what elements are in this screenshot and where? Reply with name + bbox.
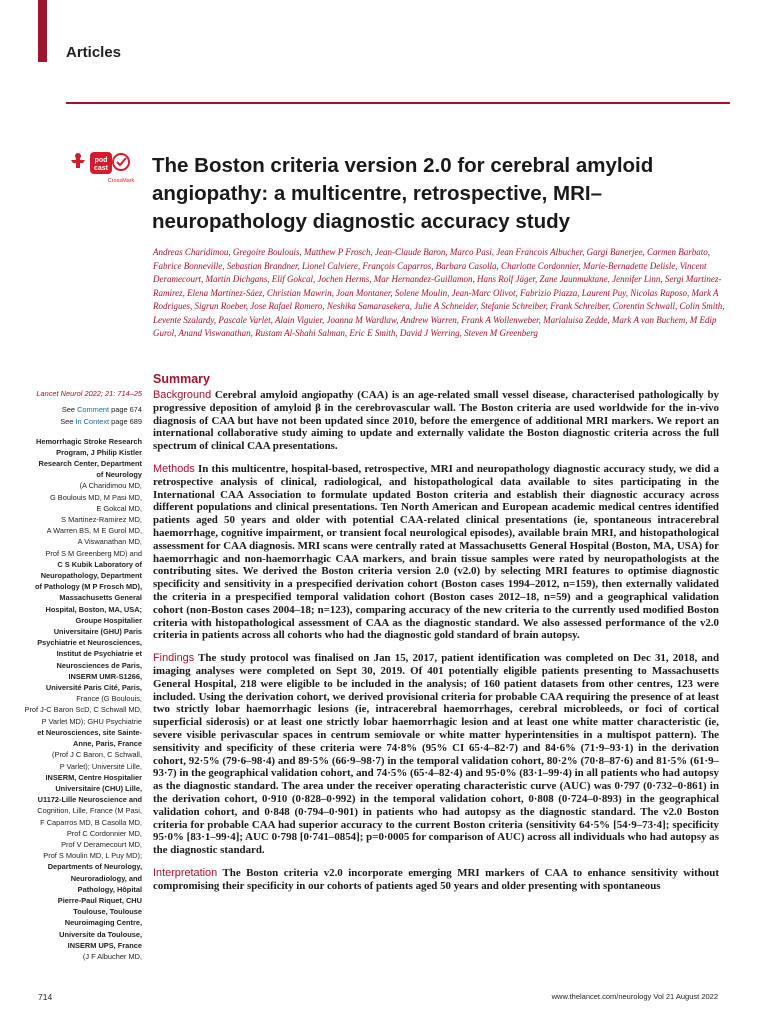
affiliation-line: Hospital, Boston, MA, USA; (45, 604, 142, 614)
affiliation-line: Universitaire (CHU) Lille, (55, 783, 142, 793)
journal-footer: www.thelancet.com/neurology Vol 21 August 2022 (551, 992, 718, 1001)
affiliation-line: INSERM UMR-S1266, (68, 671, 142, 681)
interpretation-paragraph (153, 867, 719, 893)
affiliation-line: Prof S M Greenberg MD) and (45, 548, 142, 558)
in-context-link[interactable]: In Context (75, 417, 110, 427)
findings-paragraph (153, 652, 719, 857)
affiliation-line: P Varlet MD); GHU Psychiatrie (41, 716, 142, 726)
author-list[interactable]: Andreas Charidimou, Gregoire Boulouis, Matthew P Frosch, Jean-Claude Baron, Marco Pasi, Jean Francois Albucher, Gargi Banerjee, Carmen Barbato, Fabrice Bonneville, Sebastian Brandner, Lionel Calviere, François Caparros, Barbara Casolla, Charlotte Cordonnier, Marie-Bernadette Delisle, Vincent Deramecourt, Martin Dichgans, Elif Gokcal, Jochen Herms, Mar Hernandez-Guillamon, Hans Rolf Jäger, Zane Jaunmuktane, Jennifer Linn, Sergi Martinez-Ramirez, Elena Martínez-Sáez, Christian Mawrin, Joan Montaner, Solene Moulin, Jean-Marc Olivot, Fabrizio Piazza, Laurent Puy, Nicolas Raposo, Mark A Rodrigues, Sigrun Roeber, Jose Rafael Romero, Neshika Samarasekera, Julie A Schneider, Stefanie Schreiber, Frank Schreiber, Corentin Schwall, Colin Smith, Levente Szalardy, Pascale Varlet, Alain Viguier, Joanna M Wardlaw, Andrew Warren, Frank A Wollenweber, Marialuisa Zedde, Mark A van Buchem, M Edip Gurol, Anand Viswanathan, Rustam Al-Shahi Salman, Eric E Smith, David J Werring, Steven M Greenberg (153, 247, 725, 338)
section-label: Articles (66, 44, 122, 61)
affiliation-line: Neuroradiology, and (70, 873, 142, 883)
open-access-icon (71, 153, 85, 168)
affiliation-line: Universitaire (GHU) Paris (53, 627, 142, 637)
affiliation-line: of Pathology (M P Frosch MD), (34, 582, 142, 592)
page-number: 714 (38, 992, 53, 1002)
affiliation-line: Hemorrhagic Stroke Research (36, 436, 142, 446)
affiliation-line: France (G Boulouis, (76, 694, 142, 704)
affiliation-line: A Warren BS, M E Gurol MD, (46, 526, 142, 536)
abstract (153, 389, 719, 902)
affiliation-line: Pierre-Paul Riquet, CHU (57, 895, 142, 905)
affiliation-line: S Martinez-Ramirez MD, (61, 515, 142, 525)
affiliation-line: G Boulouis MD, M Pasi MD, (50, 492, 142, 502)
findings-label: Findings (153, 652, 195, 665)
affiliation-line: Universite da Toulouse, (59, 929, 142, 939)
affiliation-line: C S Kubik Laboratory of (57, 559, 142, 569)
section-color-bar (38, 0, 47, 62)
affiliation-line: P Varlet); Université Lille, (59, 761, 142, 771)
affiliation-line: A Viswanathan MD, (77, 537, 142, 547)
affiliation-line: Massachusetts General (59, 593, 142, 603)
affiliation-line: INSERM UPS, France (67, 940, 142, 950)
summary-heading: Summary (153, 372, 210, 386)
background-paragraph (153, 389, 719, 453)
interpretation-text: The Boston criteria v2.0 incorporate emerging MRI markers of CAA to enhance sensitivity without compromising their specificity in our cohorts of patients aged 50 years and older presenting with spontaneous (153, 866, 719, 892)
affiliation-line: Toulouse, Toulouse (73, 907, 142, 917)
affiliation-line: Program, J Philip Kistler (56, 447, 142, 457)
affiliation-line: Prof V Deramecourt MD, (61, 839, 142, 849)
affiliation-line: et Neurosciences, site Sainte- (37, 727, 142, 737)
affiliation-line: (J F Albucher MD, (82, 951, 142, 961)
header-rule (66, 102, 730, 104)
article-title: The Boston criteria version 2.0 for cerebral amyloid angiopathy: a multicentre, retrospective, MRI–neuropathology diagnostic accuracy study (152, 154, 654, 233)
background-label: Background (153, 389, 212, 401)
methods-label: Methods (153, 462, 195, 475)
findings-text: The study protocol was finalised on Jan 15, 2017, patient identification was completed on Dec 31, 2018, and imaging analyses were completed on Sept 30, 2019. Of 401 potentially eligible patients presenting to Massachusetts General Hospital, 218 were eligible to be included in the analysis; of 160 patient datasets from other centres, 123 were included. Using the derivation cohort, we derived provisional criteria for probable CAA requiring the presence of at least two strictly lobar haemorrhagic lesions (ie, intracerebral haemorrhages, cerebral microbleeds, or foci of cortical superficial siderosis) or at least one strictly lobar haemorrhagic lesion and at least one white matter characteristic (ie, severe visible perivascular spaces in centrum semiovale or white matter hyperintensities in a multispot pattern). The sensitivity and specificity of these criteria were 74·8% (95% CI 65·4–82·7) and 84·6% (71·9–93·1) in the derivation cohort, 92·5% (79·6–98·4) and 89·5% (66·9–98·7) in the temporal validation cohort, 80·2% (70·8–87·6) and 81·5% (61·9–93·7) in the geographical validation cohort, and 74·5% (65·4–82·4) and 95·0% (83·1–99·4) in all patients who had autopsy as the diagnostic standard. The area under the receiver operating characteristic curve (AUC) was 0·797 (0·732–0·861) in the derivation cohort, 0·910 (0·828–0·992) in the temporal validation cohort, 0·808 (0·724–0·893) in the geographical validation cohort, and 0·848 (0·794–0·901) in patients who had autopsy as the diagnostic standard. The v2.0 Boston criteria for probable CAA had superior accuracy to the current Boston criteria (sensitivity 64·5% [54·9–73·4]; specificity 95·0% [83·1–99·4]; AUC 0·798 [0·741–0854]; p=0·0005 for comparison of AUC) across all individuals who had autopsy as the diagnostic standard. (153, 652, 719, 857)
svg-text:pod: pod (94, 157, 108, 164)
affiliation-line: Cognition, Lille, France (M Pasi, (37, 806, 142, 816)
methods-text: In this multicentre, hospital-based, retrospective, MRI and neuropathology diagnostic accuracy study, we did a retrospective analysis of clinical, radiological, and histopathological data available to sites participating in the International CAA Association to formulate updated Boston criteria and establish their diagnostic accuracy across different populations and clinical presentations. Ten North American and European academic medical centres identified patients aged 50 years and older with potential CAA-related clinical presentations (ie, spontaneous intracerebral haemorrhage, cognitive impairment, or transient focal neurological episodes), available brain MRI, and histopathological assessment for CAA diagnosis. MRI scans were centrally rated at Massachusetts General Hospital (Boston, MA, USA) for haemorrhagic and non-haemorrhagic CAA markers, and brain tissue samples were rated by neuropathologists at the contributing sites. We derived the Boston criteria version 2.0 (v2.0) by selecting MRI features to optimise diagnostic specificity and sensitivity in a prespecified derivation cohort (Boston cases 1994–2012, n=159), then externally validated the criteria in a prespecified temporal validation cohort (Boston cases 2012–18, n=59) and a geographical validation cohort (non-Boston cases 2004–18; n=123), comparing accuracy of the new criteria to the currently used modified Boston criteria with histopathological assessment of CAA as the diagnostic standard. We also assessed performance of the v2.0 criteria in patients across all cohorts who had the diagnostic gold standard of brain autopsy. (153, 462, 719, 642)
affiliation-line: Université Paris Cité, Paris, (45, 683, 142, 693)
affiliation-line: U1172-Lille Neuroscience and (37, 795, 142, 805)
crossmark-logo[interactable] (68, 148, 138, 188)
crossmark-icon (90, 152, 129, 174)
affiliation-line: F Caparros MD, B Casolla MD, (40, 817, 142, 827)
affiliation-line: Departments of Neurology, (47, 862, 142, 872)
comment-link[interactable]: Comment (77, 405, 110, 415)
affiliation-line: Pathology, Hôpital (77, 884, 142, 894)
crossmark-label: CrossMark (107, 178, 135, 184)
affiliation-line: (Prof J C Baron, C Schwall, (52, 750, 142, 760)
affiliations (12, 436, 142, 963)
affiliation-line: (A Charidimou MD, (79, 481, 142, 491)
methods-paragraph (153, 463, 719, 642)
sidebar-notes (12, 388, 142, 962)
affiliation-line: of Neurology (96, 470, 142, 480)
journal-citation: Lancet Neurol 2022; 21: 714–25 (36, 389, 142, 398)
see-comment-note: See Comment page 674 (61, 405, 142, 415)
affiliation-line: Neuroimaging Centre, (64, 918, 142, 928)
affiliation-line: Institut de Psychiatrie et (56, 649, 142, 659)
affiliation-line: Psychiatrie et Neurosciences, (37, 638, 142, 648)
affiliation-line: E Gokcal MD, (96, 503, 142, 513)
interpretation-label: Interpretation (153, 866, 218, 879)
affiliation-line: Prof S Moulin MD, L Puy MD); (43, 851, 142, 861)
background-text: Cerebral amyloid angiopathy (CAA) is an age-related small vessel disease, characterised pathologically by progressive deposition of amyloid β in the cerebrovascular wall. The Boston criteria are used worldwide for the in-vivo diagnosis of CAA but have not been updated since 2010, before the emergence of additional MRI markers. We report an international collaborative study aiming to update and externally validate the Boston diagnostic criteria across the full spectrum of clinical CAA presentations. (153, 389, 719, 453)
affiliation-line: Prof C Cordonnier MD, (66, 828, 142, 838)
affiliation-line: Prof J-C Baron ScD, C Schwall MD, (24, 705, 142, 715)
affiliation-line: INSERM, Centre Hospitalier (45, 772, 142, 782)
affiliation-line: Neuropathology, Department (40, 571, 142, 581)
see-in-context-note: See In Context page 689 (60, 417, 142, 427)
svg-text:cast: cast (93, 165, 109, 172)
affiliation-line: Neurosciences de Paris, (56, 660, 142, 670)
affiliation-line: Anne, Paris, France (72, 739, 142, 749)
affiliation-line: Groupe Hospitalier (75, 615, 142, 625)
affiliation-line: Research Center, Department (38, 459, 142, 469)
